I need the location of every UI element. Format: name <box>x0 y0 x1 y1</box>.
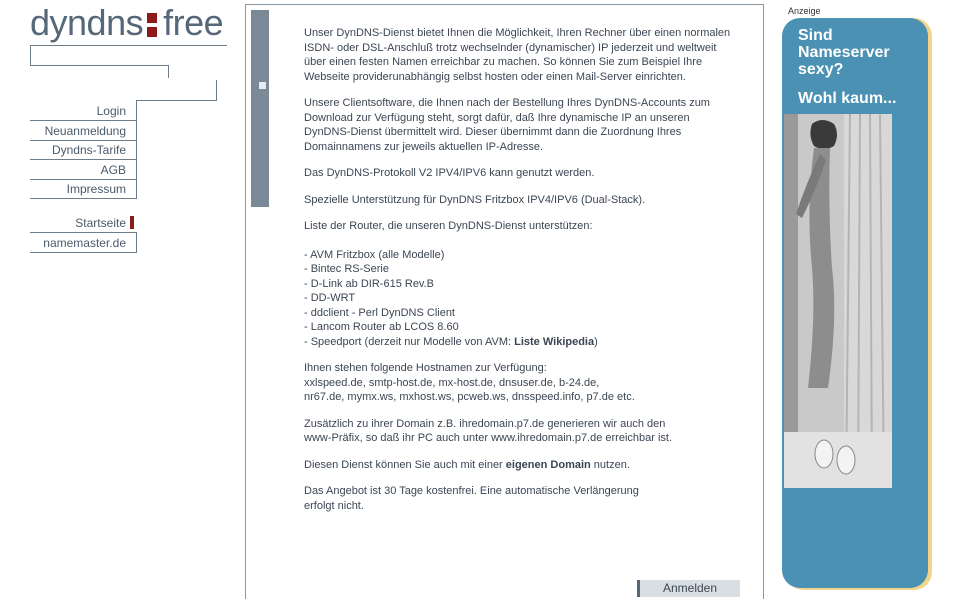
main-navigation <box>30 0 137 260</box>
anmelden-button[interactable]: Anmelden <box>637 580 740 597</box>
router-list-intro: Liste der Router, die unseren DynDNS-Dienst unterstützen: <box>304 220 593 232</box>
nav-item-tarife[interactable]: Dyndns-Tarife <box>51 143 126 157</box>
ad-label: Anzeige <box>788 6 821 16</box>
router-list-item: - D-Link ab DIR-615 Rev.B <box>304 277 435 290</box>
router-list-item: - Speedport (derzeit nur Modelle von AVM: Liste Wikipedia) <box>304 335 598 348</box>
nav-separator <box>30 120 137 121</box>
nav-item-namemaster[interactable]: namemaster.de <box>43 236 126 250</box>
nav-vertical-line <box>136 100 137 198</box>
router-list-item: - DD-WRT <box>304 292 356 304</box>
router-list-item: - Lancom Router ab LCOS 8.60 <box>304 321 459 333</box>
scroll-indicator-icon[interactable] <box>259 82 266 89</box>
nav-item-startseite[interactable]: Startseite <box>75 216 126 230</box>
active-marker <box>130 216 134 229</box>
nav-item-agb[interactable]: AGB <box>100 163 126 177</box>
nav-item-neuanmeldung[interactable]: Neuanmeldung <box>44 124 126 138</box>
client-paragraph: Unsere Clientsoftware, die Ihnen nach der Bestellung Ihres DynDNS-Accounts zum Download zur Verfügung steht, sorgt dafür, daß Ihre dynamische IP an unseren DynDNS-Dienst übermittelt wird. Dieser übernimmt dann die Zuordnung Ihres Domainnamens zur jeweils aktuellen IP-Adresse. <box>304 97 710 153</box>
nav-separator <box>30 198 137 199</box>
router-list-item: - AVM Fritzbox (alle Modelle) <box>304 248 445 261</box>
deco-line-bottom2 <box>137 100 217 101</box>
content-panel <box>245 4 764 599</box>
own-domain-link[interactable]: eigenen Domain <box>505 458 591 471</box>
router-list-item: - ddclient - Perl DynDNS Client <box>304 306 455 319</box>
fritzbox-paragraph: Spezielle Unterstützung für DynDNS Fritzbox IPV4/IPV6 (Dual-Stack). <box>304 193 646 206</box>
nav-separator <box>30 159 137 160</box>
logo-text-left: dyndns <box>30 2 144 43</box>
nav-separator <box>30 252 137 253</box>
logo-text-right: free <box>163 2 224 43</box>
deco-line-right <box>216 80 217 100</box>
nav-item-impressum[interactable]: Impressum <box>66 182 126 196</box>
ad-photo-image <box>784 114 892 488</box>
nav-separator <box>30 232 137 233</box>
hostnames-paragraph: Ihnen stehen folgende Hostnamen zur Verfügung: xxlspeed.de, smtp-host.de, mx-host.de, dnsuser.de, b-24.de, nr67.de, mymx.ws, mxhost.ws, pcweb.ws, dnsspeed.info, p7.de etc. <box>304 362 635 403</box>
prefix-paragraph: Zusätzlich zu ihrer Domain z.B. ihredomain.p7.de generieren wir auch den www-Präfix, so daß ihr PC auch unter www.ihredomain.p7.de erreichbar ist. <box>304 417 673 444</box>
nav-vertical-line-2 <box>136 232 137 252</box>
wikipedia-link[interactable]: Liste Wikipedia <box>514 335 595 348</box>
logo-separator-icon <box>147 11 159 39</box>
nav-separator <box>30 140 137 141</box>
trial-paragraph: Das Angebot ist 30 Tage kostenfrei. Eine automatische Verlängerung erfolgt nicht. <box>304 485 639 512</box>
ad-headline: Sind Nameserver sexy? <box>798 27 890 78</box>
router-list-item: - Bintec RS-Serie <box>304 263 389 275</box>
nav-separator <box>30 179 137 180</box>
router-list <box>304 248 734 350</box>
ad-subtitle: Wohl kaum... <box>798 90 897 107</box>
own-domain-paragraph: Diesen Dienst können Sie auch mit einer eigenen Domain nutzen. <box>304 458 630 471</box>
advertisement-banner[interactable] <box>782 18 932 590</box>
nav-item-login[interactable]: Login <box>96 104 126 118</box>
side-scroll-strip[interactable] <box>251 10 269 207</box>
deco-line-step <box>168 65 169 78</box>
protocol-paragraph: Das DynDNS-Protokoll V2 IPV4/IPV6 kann genutzt werden. <box>304 167 595 179</box>
intro-paragraph: Unser DynDNS-Dienst bietet Ihnen die Möglichkeit, Ihren Rechner über einen normalen ISDN- oder DSL-Anschluß trotz wechselnder (dynamischer) IP jederzeit und weltweit über einen festen Namen erreichbar zu machen. So können Sie zum Beispiel Ihre Webseite providerunabhängig selbst hosten oder einen Mail-Server einrichten. <box>304 27 731 83</box>
content-text <box>304 26 734 525</box>
